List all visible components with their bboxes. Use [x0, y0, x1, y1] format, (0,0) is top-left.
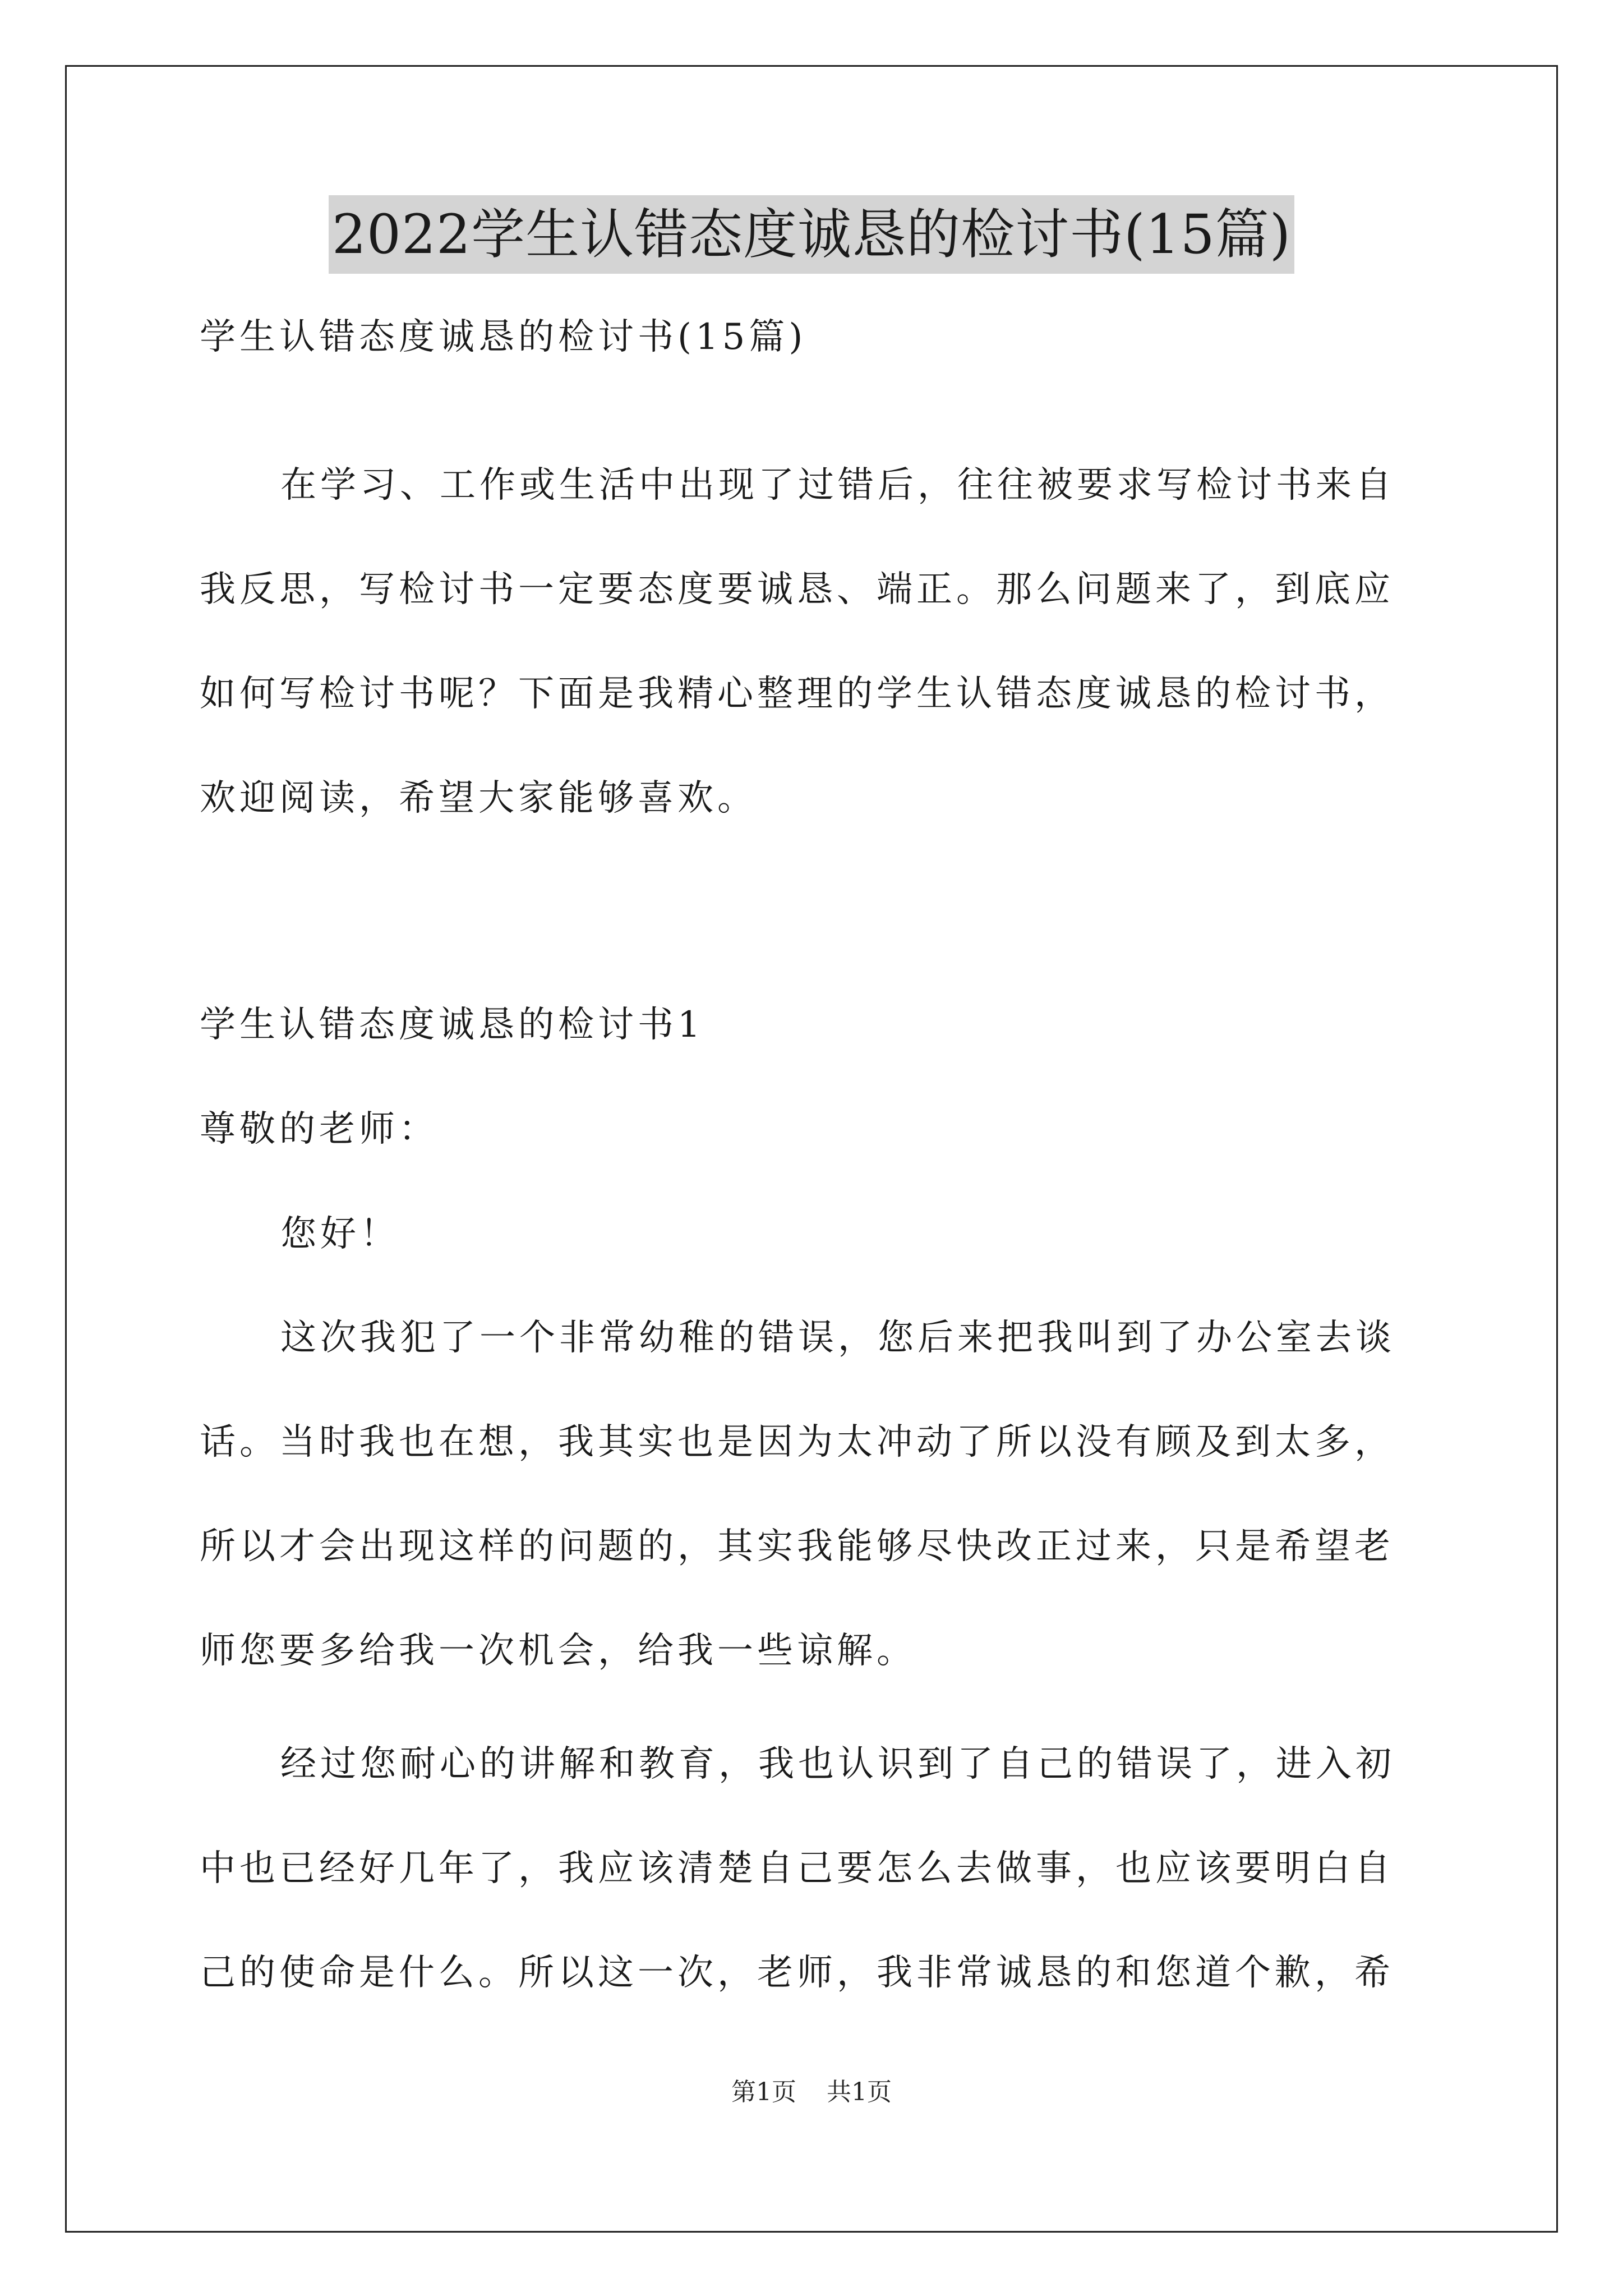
total-pages: 共1页	[827, 2078, 892, 2106]
salutation: 尊敬的老师：	[200, 1108, 439, 1150]
section-heading: 学生认错态度诚恳的检讨书1	[200, 1004, 704, 1046]
paragraph2-line-3: 己的使命是什么。所以这一次，老师，我非常诚恳的和您道个歉，希	[200, 1952, 1394, 1994]
intro-line-1: 在学习、工作或生活中出现了过错后，往往被要求写检讨书来自	[280, 464, 1395, 506]
greeting: 您好！	[280, 1213, 400, 1255]
intro-line-4: 欢迎阅读，希望大家能够喜欢。	[200, 777, 757, 819]
document-subtitle: 学生认错态度诚恳的检讨书(15篇)	[200, 316, 807, 358]
paragraph1-line-2: 话。当时我也在想，我其实也是因为太冲动了所以没有顾及到太多，	[200, 1421, 1394, 1463]
paragraph1-line-4: 师您要多给我一次机会，给我一些谅解。	[200, 1630, 916, 1672]
intro-line-3: 如何写检讨书呢？下面是我精心整理的学生认错态度诚恳的检讨书，	[200, 673, 1394, 715]
page-footer	[0, 2076, 1623, 2109]
document-title: 2022学生认错态度诚恳的检讨书(15篇)	[329, 195, 1294, 274]
title-container	[0, 195, 1623, 274]
paragraph2-line-2: 中也已经好几年了，我应该清楚自己要怎么去做事，也应该要明白自	[200, 1848, 1394, 1889]
paragraph2-line-1: 经过您耐心的讲解和教育，我也认识到了自己的错误了，进入初	[280, 1743, 1395, 1785]
intro-line-2: 我反思，写检讨书一定要态度要诚恳、端正。那么问题来了，到底应	[200, 569, 1394, 610]
paragraph1-line-3: 所以才会出现这样的问题的，其实我能够尽快改正过来，只是希望老	[200, 1526, 1394, 1567]
page-number: 第1页	[731, 2078, 796, 2106]
paragraph1-line-1: 这次我犯了一个非常幼稚的错误，您后来把我叫到了办公室去谈	[280, 1317, 1395, 1359]
